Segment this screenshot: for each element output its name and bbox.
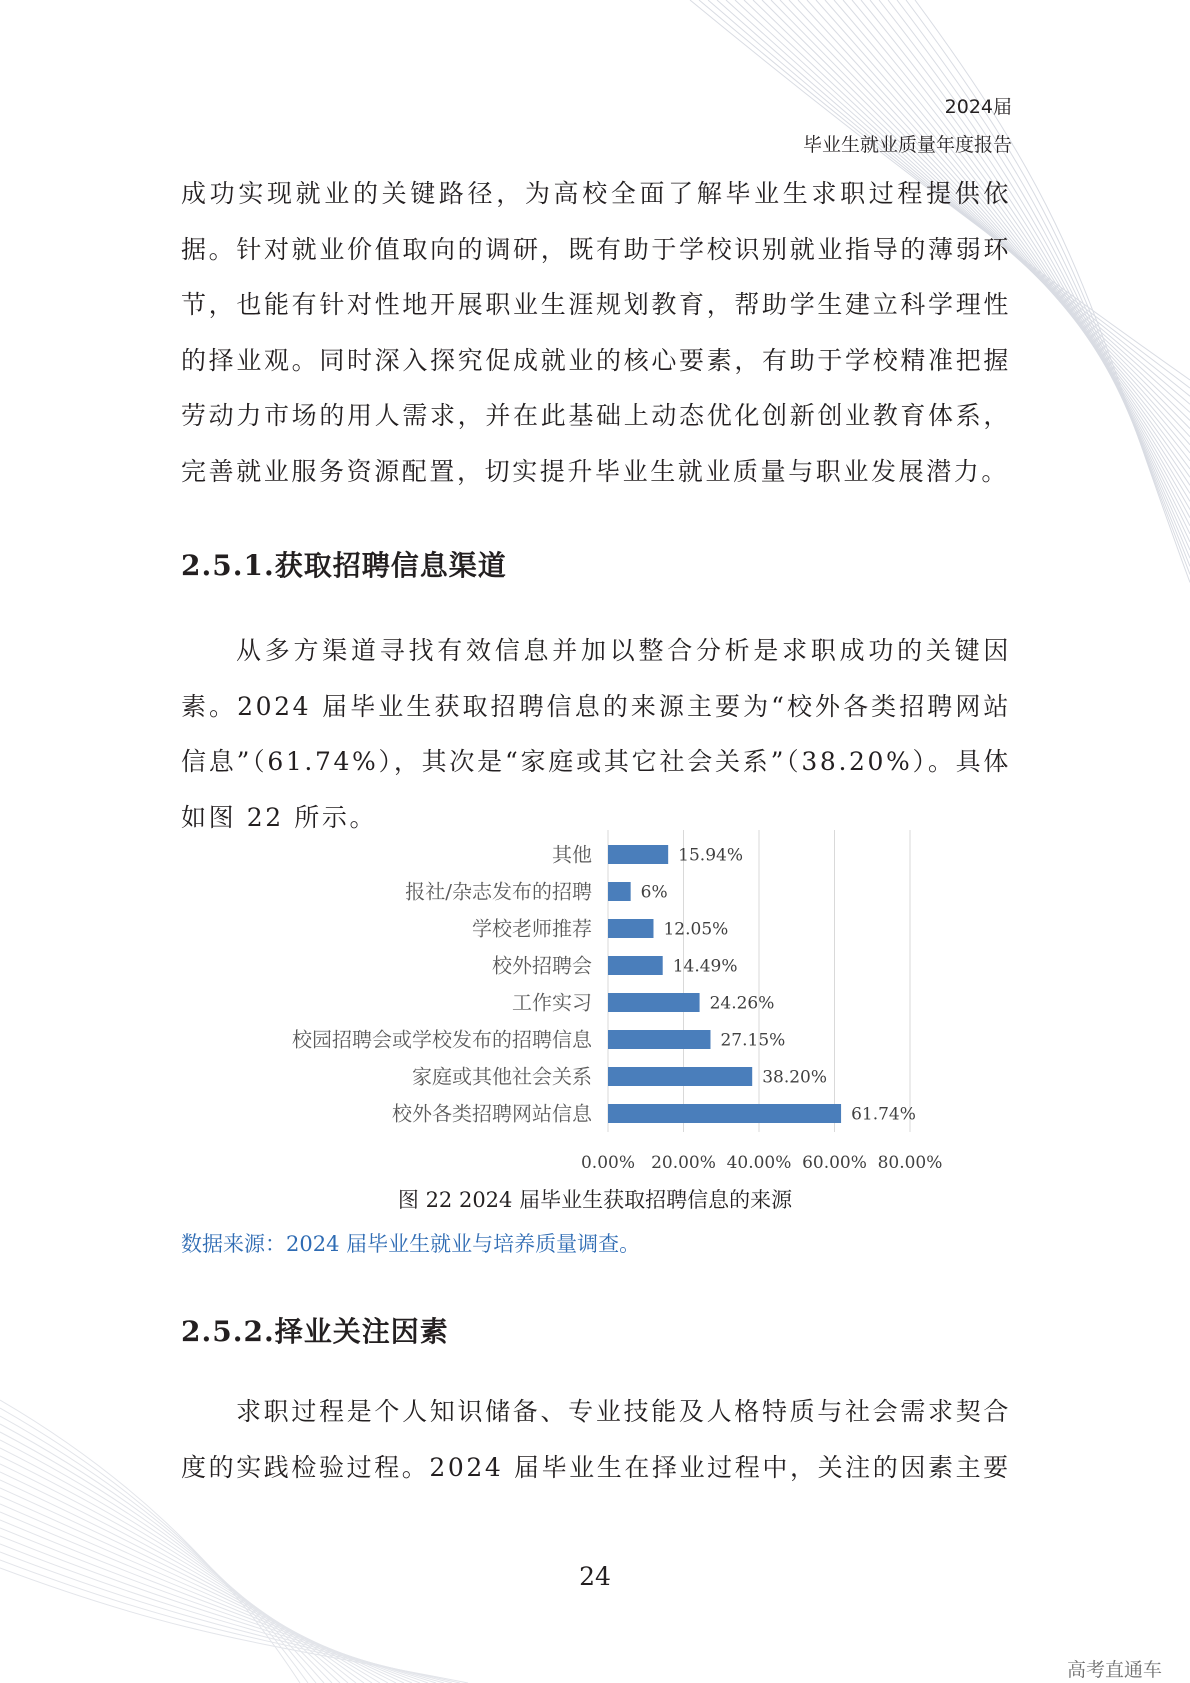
category-label: 校外招聘会 — [492, 953, 592, 978]
x-tick-label: 60.00% — [802, 1153, 867, 1170]
value-label: 14.49% — [672, 956, 738, 977]
category-label: 家庭或其他社会关系 — [412, 1064, 592, 1089]
header-report-title: 毕业生就业质量年度报告 — [802, 134, 1012, 156]
value-label: 12.05% — [663, 919, 729, 940]
category-label: 校园招聘会或学校发布的招聘信息 — [292, 1027, 592, 1052]
page-number: 24 — [579, 1562, 611, 1591]
header-year: 2024届 — [944, 96, 1012, 118]
category-label: 学校老师推荐 — [472, 916, 592, 941]
watermark: 高考直通车 — [1066, 1659, 1162, 1681]
recruitment-channels-paragraph: 从多方渠道寻找有效信息并加以整合分析是求职成功的关键因素。2024 届毕业生获取招聘信息的来源主要为“校外各类招聘网站信息”（61.74%），其次是“家庭或其它社会关系”（38.20%）。具体如图 22 所示。 — [181, 636, 1011, 832]
value-label: 6% — [640, 882, 668, 903]
category-label: 其他 — [552, 842, 592, 867]
bar — [608, 1104, 841, 1123]
value-label: 24.26% — [709, 993, 775, 1014]
x-tick-label: 40.00% — [726, 1153, 792, 1170]
bar — [608, 882, 631, 901]
bar — [608, 993, 700, 1012]
bar — [608, 1030, 710, 1049]
bar — [608, 845, 668, 864]
category-label: 报社/杂志发布的招聘 — [405, 879, 592, 904]
intro-paragraph: 成功实现就业的关键路径，为高校全面了解毕业生求职过程提供依据。针对就业价值取向的调研，既有助于学校识别就业指导的薄弱环节，也能有针对性地开展职业生涯规划教育，帮助学生建立科学理性的择业观。同时深入探究促成就业的核心要素，有助于学校精准把握劳动力市场的用人需求，并在此基础上动态优化创新创业教育体系，完善就业服务资源配置，切实提升毕业生就业质量与职业发展潜力。 — [181, 179, 1011, 486]
figure-caption: 图 22 2024 届毕业生获取招聘信息的来源 — [397, 1188, 793, 1212]
value-label: 27.15% — [720, 1030, 786, 1051]
section-heading-job-selection-factors: 2.5.2.择业关注因素 — [181, 1315, 449, 1348]
x-tick-label: 20.00% — [651, 1153, 716, 1170]
value-label: 15.94% — [678, 845, 744, 866]
report-header — [803, 88, 1012, 164]
x-tick-label: 0.00% — [580, 1153, 636, 1170]
data-source-note: 数据来源：2024 届毕业生就业与培养质量调查。 — [181, 1232, 641, 1256]
value-label: 38.20% — [762, 1067, 828, 1088]
bar — [608, 919, 653, 938]
section-heading-recruitment-channels: 2.5.1.获取招聘信息渠道 — [181, 549, 507, 582]
recruitment-source-bar-chart — [230, 830, 950, 1170]
category-label: 校外各类招聘网站信息 — [392, 1101, 592, 1126]
bar — [608, 956, 663, 975]
bar — [608, 1067, 752, 1086]
value-label: 61.74% — [851, 1104, 916, 1125]
job-selection-factors-paragraph: 求职过程是个人知识储备、专业技能及人格特质与社会需求契合度的实践检验过程。2024 届毕业生在择业过程中，关注的因素主要 — [181, 1397, 1011, 1482]
x-tick-label: 80.00% — [877, 1153, 943, 1170]
category-label: 工作实习 — [512, 990, 592, 1015]
